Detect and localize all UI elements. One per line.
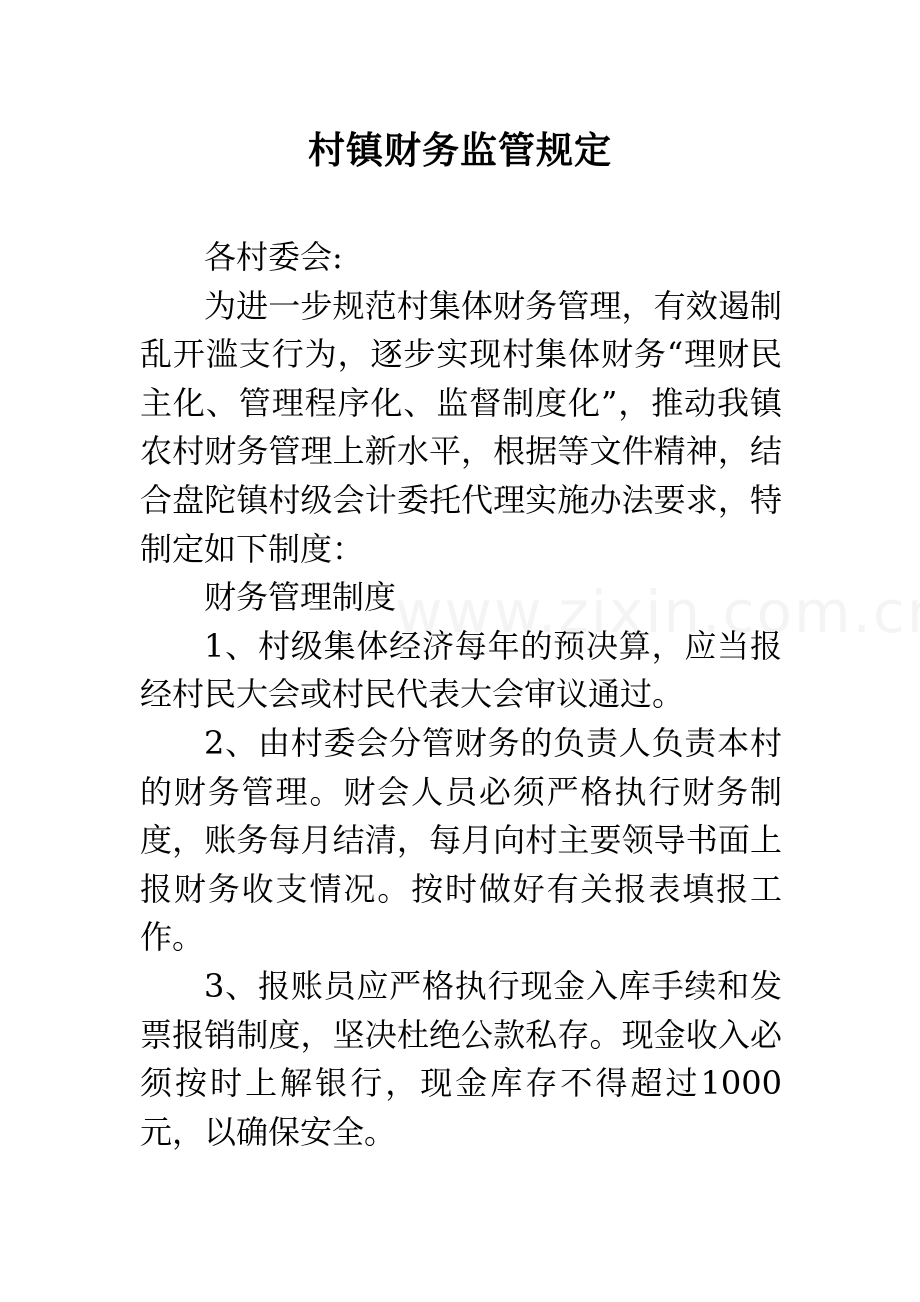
clause-2: 2、由村委会分管财务的负责人负责本村的财务管理。财会人员必须严格执行财务制度，账务每月结清，每月向村主要领导书面上报财务收支情况。按时做好有关报表填报工作。 <box>140 723 782 957</box>
document-title: 村镇财务监管规定 <box>308 128 612 172</box>
clause-3: 3、报账员应严格执行现金入库手续和发票报销制度，坚决杜绝公款私存。现金收入必须按时上解银行，现金库存不得超过1000 元，以确保安全。 <box>140 966 782 1151</box>
salutation: 各村委会: <box>204 238 343 276</box>
intro-paragraph: 为进一步规范村集体财务管理，有效遏制乱开滥支行为，逐步实现村集体财务“理财民主化、管理程序化、监督制度化”，推动我镇农村财务管理上新水平，根据等文件精神，结合盘陀镇村级会计委托代理实施办法要求，特制定如下制度： <box>140 286 782 568</box>
section-heading: 财务管理制度 <box>204 578 397 617</box>
document-body <box>140 233 782 1156</box>
clause-1: 1、村级集体经济每年的预决算，应当报经村民大会或村民代表大会审议通过。 <box>140 626 782 714</box>
